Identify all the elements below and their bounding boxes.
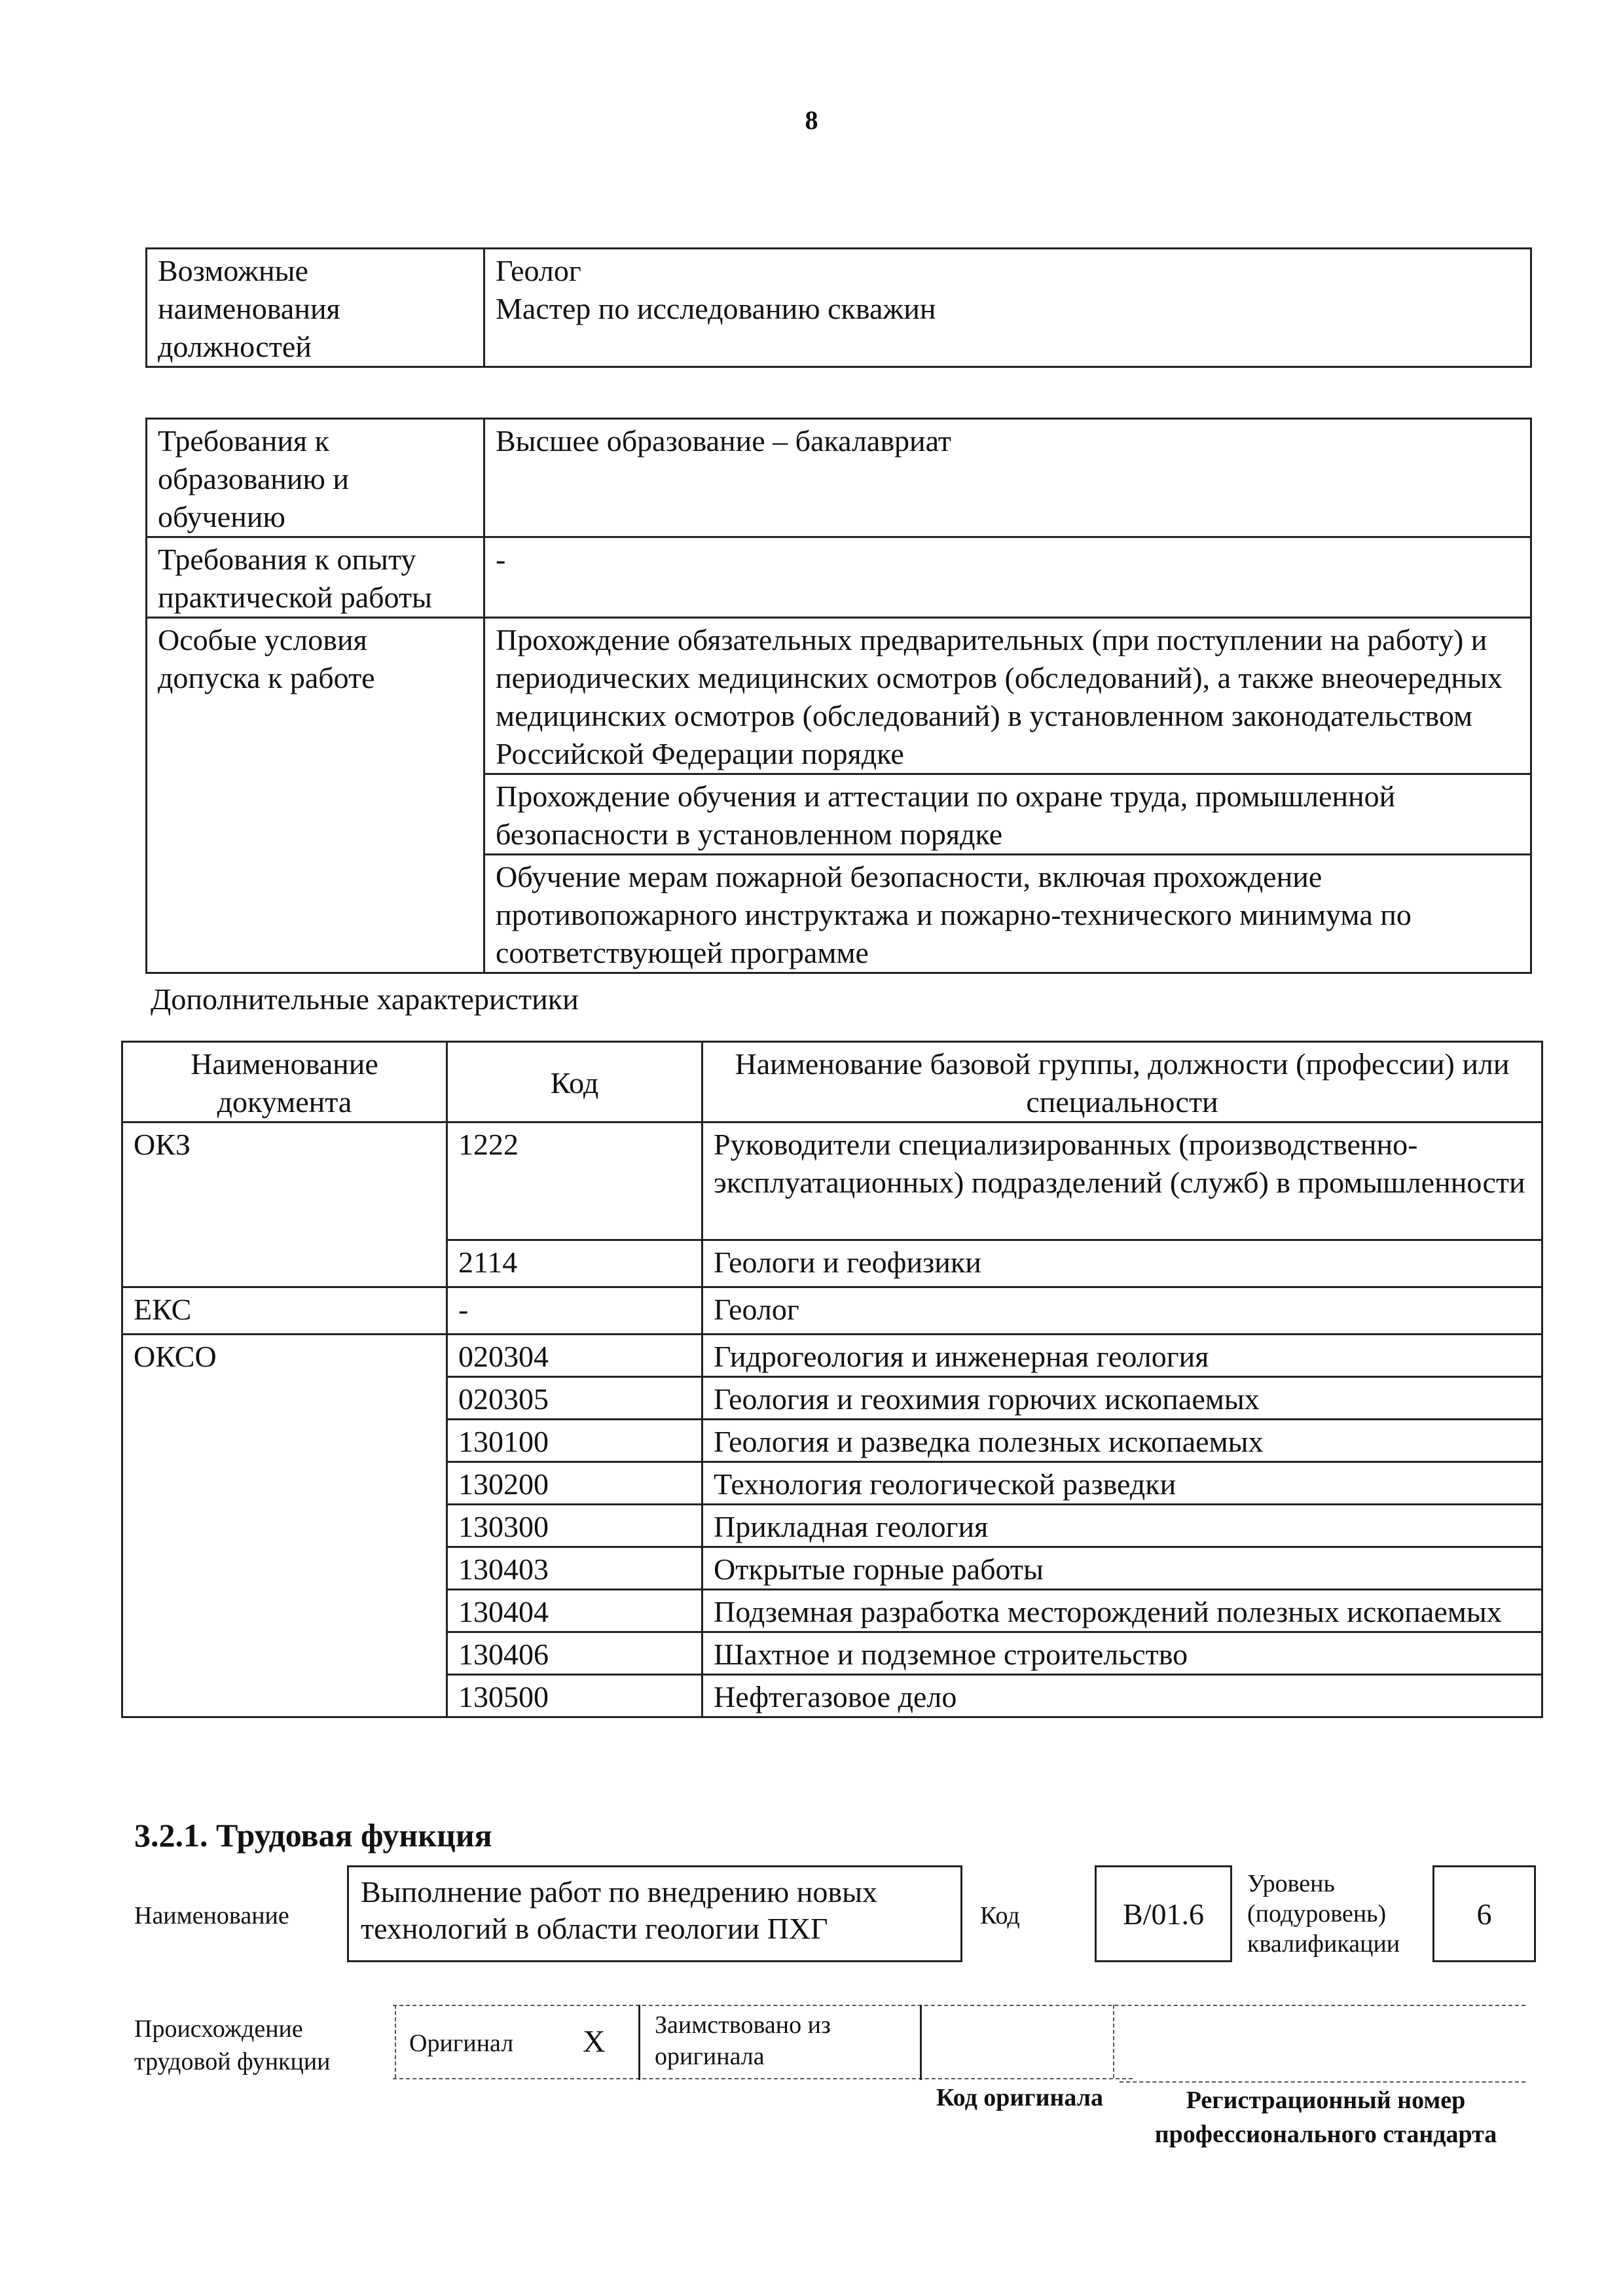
education-label: Требования к образованию и обучению <box>147 419 484 537</box>
code-cell: 130300 <box>447 1505 702 1547</box>
table-row <box>147 537 1531 618</box>
header-document: Наименование документа <box>122 1042 447 1122</box>
table-row <box>122 1122 1542 1240</box>
function-name-box <box>347 1865 962 1962</box>
code-cell: 020304 <box>447 1335 702 1377</box>
position-item: Мастер по исследованию скважин <box>496 292 936 325</box>
doc-eks: ЕКС <box>122 1287 447 1335</box>
original-code-caption: Код оригинала <box>936 2084 1104 2111</box>
table-row <box>147 618 1531 774</box>
education-value: Высшее образование – бакалавриат <box>484 419 1531 537</box>
code-cell: 130403 <box>447 1547 702 1590</box>
borrowed-label: Заимствовано из оригинала <box>655 2011 831 2070</box>
experience-value: - <box>484 537 1531 618</box>
code-label: Код <box>980 1902 1020 1929</box>
level-value: 6 <box>1476 1897 1492 1931</box>
origin-top-line <box>393 2005 1525 2006</box>
name-cell: Геология и разведка полезных ископаемых <box>702 1420 1542 1462</box>
header-code: Код <box>447 1042 702 1122</box>
borrowed-separator <box>638 2005 640 2080</box>
table-row <box>122 1287 1542 1335</box>
condition-item: Прохождение обучения и аттестации по охране труда, промышленной безопасности в установленном порядке <box>484 774 1531 855</box>
code-cell: 130100 <box>447 1420 702 1462</box>
original-label: Оригинал <box>409 2030 514 2057</box>
code-cell: 2114 <box>447 1240 702 1287</box>
condition-item: Обучение мерам пожарной безопасности, включая прохождение противопожарного инструктажа и пожарно-технического минимума по соответствующей программе <box>484 855 1531 973</box>
level-box <box>1432 1865 1536 1962</box>
page-number: 8 <box>805 105 818 135</box>
original-code-separator <box>1113 2005 1114 2078</box>
code-cell: - <box>447 1287 702 1335</box>
additional-table <box>121 1041 1543 1718</box>
original-mark: Х <box>583 2024 606 2059</box>
table-row <box>147 249 1531 367</box>
section-title: 3.2.1. Трудовая функция <box>134 1817 492 1854</box>
code-box <box>1095 1865 1232 1962</box>
doc-okz: ОКЗ <box>122 1122 447 1287</box>
name-cell: Геологи и геофизики <box>702 1240 1542 1287</box>
name-cell: Гидрогеология и инженерная геология <box>702 1335 1542 1377</box>
function-name-value: Выполнение работ по внедрению новых технологий в области геологии ПХГ <box>361 1875 877 1945</box>
table-row <box>147 419 1531 537</box>
doc-okso: ОКСО <box>122 1335 447 1717</box>
code-value: В/01.6 <box>1123 1897 1204 1931</box>
condition-item: Прохождение обязательных предварительных (при поступлении на работу) и периодических медицинских осмотров (обследований), а также внеочередных медицинских осмотров (обследований) в установленном законодательством Российской Федерации порядке <box>484 618 1531 774</box>
experience-label: Требования к опыту практической работы <box>147 537 484 618</box>
name-cell: Геолог <box>702 1287 1542 1335</box>
name-cell: Руководители специализированных (производственно-эксплуатационных) подразделений (служб) в промышленности <box>702 1122 1542 1240</box>
name-cell: Геология и геохимия горючих ископаемых <box>702 1377 1542 1420</box>
positions-values <box>484 249 1531 367</box>
code-cell: 130406 <box>447 1632 702 1675</box>
name-cell: Подземная разработка месторождений полезных ископаемых <box>702 1590 1542 1632</box>
original-code-separator-solid <box>920 2005 922 2080</box>
table-row <box>122 1335 1542 1377</box>
conditions-label: Особые условия допуска к работе <box>147 618 484 973</box>
positions-table <box>145 247 1532 368</box>
reg-number-line <box>1120 2081 1525 2083</box>
table-header-row <box>122 1042 1542 1122</box>
code-cell: 130200 <box>447 1462 702 1505</box>
code-cell: 130500 <box>447 1675 702 1717</box>
name-cell: Шахтное и подземное строительство <box>702 1632 1542 1675</box>
requirements-table <box>145 418 1532 974</box>
name-cell: Нефтегазовое дело <box>702 1675 1542 1717</box>
name-cell: Открытые горные работы <box>702 1547 1542 1590</box>
level-label: Уровень (подуровень) квалификации <box>1247 1870 1400 1958</box>
code-cell: 1222 <box>447 1122 702 1240</box>
positions-label: Возможные наименования должностей <box>147 249 484 367</box>
header-group-name: Наименование базовой группы, должности (профессии) или специальности <box>702 1042 1542 1122</box>
position-item: Геолог <box>496 254 581 287</box>
code-cell: 020305 <box>447 1377 702 1420</box>
reg-number-caption: Регистрационный номер профессионального стандарта <box>1154 2087 1497 2148</box>
name-cell: Прикладная геология <box>702 1505 1542 1547</box>
function-name-label: Наименование <box>134 1902 289 1929</box>
origin-label: Происхождение трудовой функции <box>134 2015 331 2075</box>
additional-title: Дополнительные характеристики <box>151 982 579 1016</box>
origin-left-border <box>395 2005 396 2078</box>
name-cell: Технология геологической разведки <box>702 1462 1542 1505</box>
code-cell: 130404 <box>447 1590 702 1632</box>
origin-bottom-line <box>393 2078 1133 2079</box>
